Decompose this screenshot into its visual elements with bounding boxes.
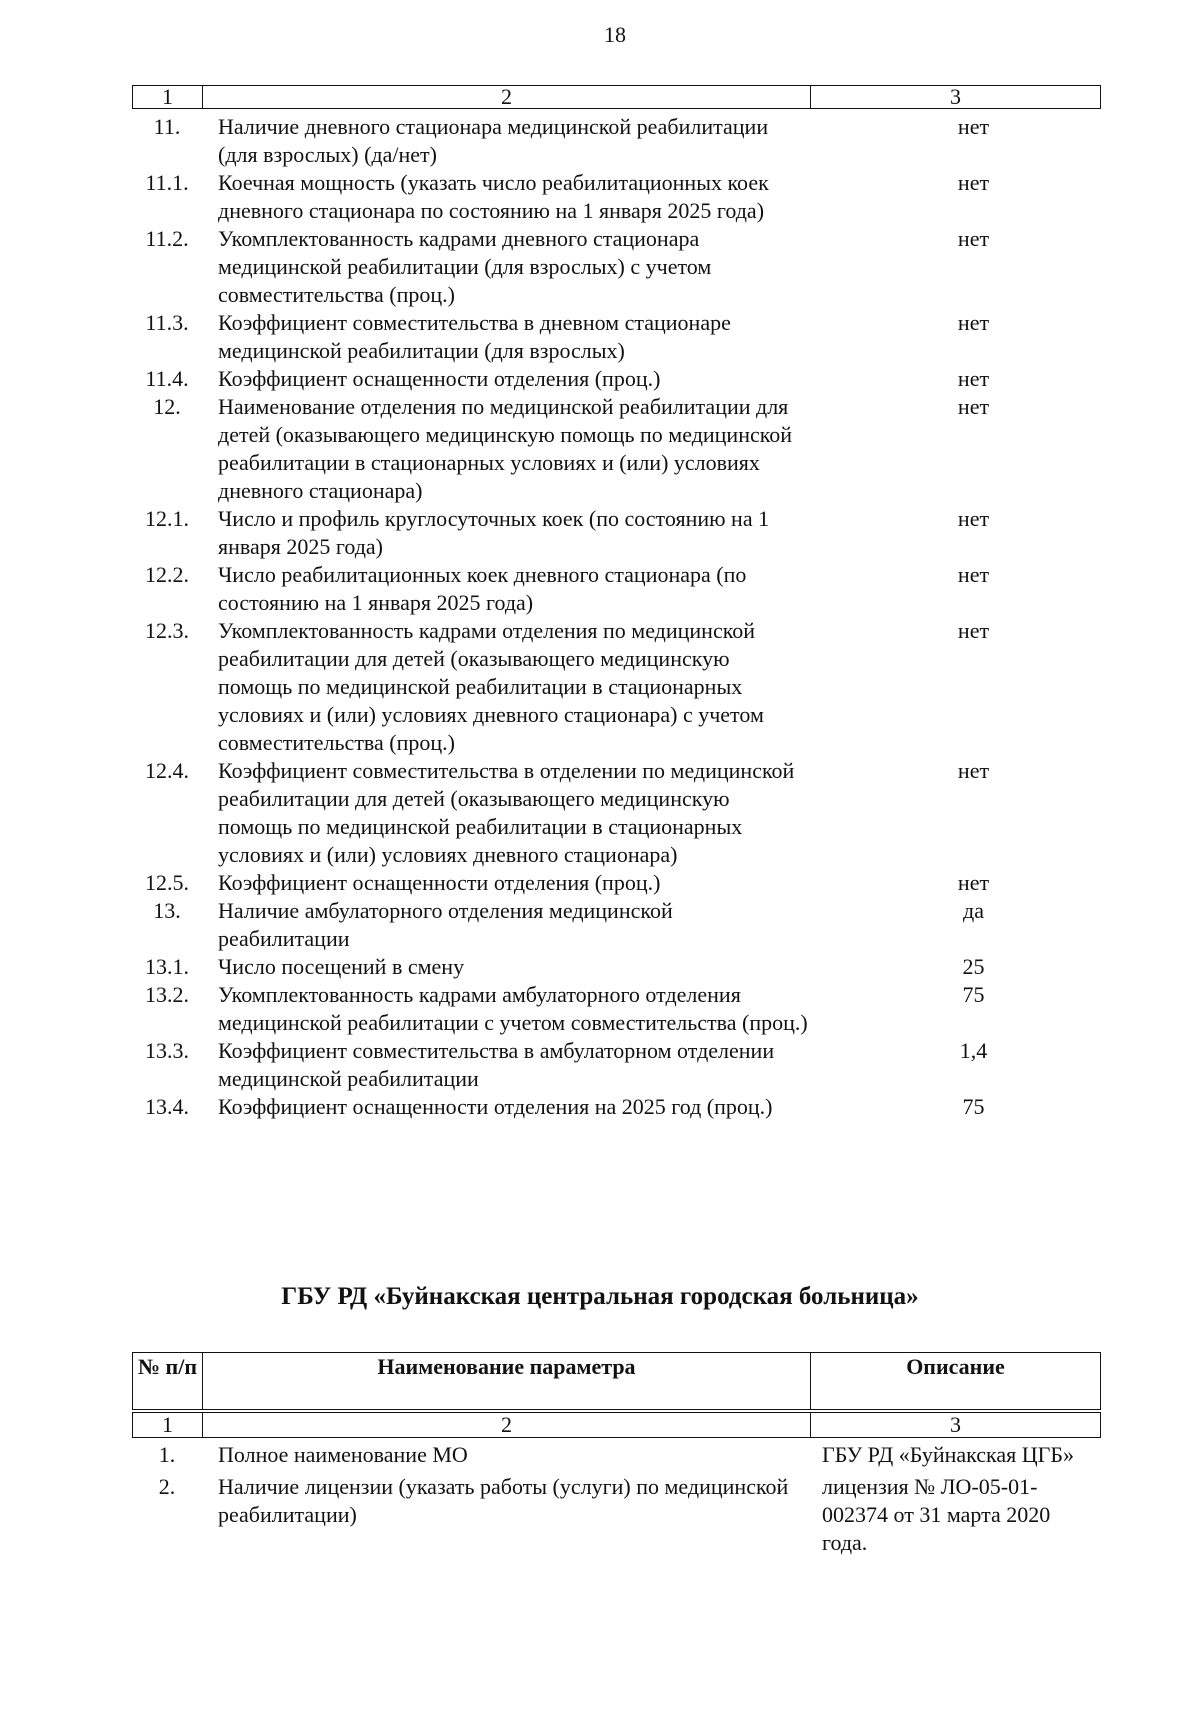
table-row xyxy=(132,1093,1101,1121)
parameters-table xyxy=(132,113,1101,1121)
parameter-value: нет xyxy=(957,870,990,895)
column-index-3: 3 xyxy=(811,86,1101,109)
table-row xyxy=(132,309,1101,365)
parameter-value: нет xyxy=(957,226,990,251)
parameter-value: нет xyxy=(957,562,990,587)
table-row xyxy=(132,505,1101,561)
parameter-value: 75 xyxy=(962,1094,985,1119)
row-number: 2. xyxy=(158,1474,176,1499)
parameter-value: нет xyxy=(957,394,990,419)
row-number: 13. xyxy=(153,898,181,923)
table2-column-headers xyxy=(132,1352,1101,1410)
table-row xyxy=(132,953,1101,981)
table-header-row xyxy=(132,85,1101,109)
row-number: 11. xyxy=(153,114,181,139)
table-row xyxy=(132,869,1101,897)
column-index-2: 2 xyxy=(203,86,811,109)
row-number: 12.4. xyxy=(145,758,189,783)
table-row xyxy=(132,757,1101,869)
section-title: ГБУ РД «Буйнакская центральная городская больница» xyxy=(281,1283,919,1310)
parameter-name: Число реабилитационных коек дневного стационара (по состоянию на 1 января 2025 года) xyxy=(218,562,747,615)
table-row xyxy=(132,393,1101,505)
parameter-name: Коэффициент совместительства в дневном стационаре медицинской реабилитации (для взрослых) xyxy=(218,310,731,363)
parameter-name: Коэффициент оснащенности отделения на 2025 год (проц.) xyxy=(218,1094,773,1119)
column-index-1: 1 xyxy=(133,1413,203,1438)
row-number: 11.3. xyxy=(145,310,189,335)
parameter-value: 25 xyxy=(962,954,985,979)
parameter-value: нет xyxy=(957,310,990,335)
parameter-name: Укомплектованность кадрами дневного стационара медицинской реабилитации (для взрослых) с учетом совместительства (проц.) xyxy=(218,226,712,307)
table2-index-row xyxy=(132,1412,1101,1438)
row-number: 12.3. xyxy=(145,618,189,643)
column-index-1: 1 xyxy=(133,86,203,109)
parameter-value: лицензия № ЛО-05-01-002374 от 31 марта 2020 года. xyxy=(822,1474,1051,1555)
parameter-name: Коэффициент совместительства в отделении по медицинской реабилитации для детей (оказывающего медицинскую помощь по медицинской реабилитации в стационарных условиях и (или) условиях дневного стационара) xyxy=(218,758,795,867)
parameter-value: 1,4 xyxy=(959,1038,988,1063)
table-row xyxy=(132,169,1101,225)
row-number: 12.2. xyxy=(145,562,189,587)
facility-table xyxy=(132,1441,1101,1557)
table-row xyxy=(132,561,1101,617)
row-number: 12.1. xyxy=(145,506,189,531)
parameter-name: Коэффициент оснащенности отделения (проц.) xyxy=(218,366,661,391)
parameter-value: нет xyxy=(957,758,990,783)
parameter-name: Наличие амбулаторного отделения медицинской реабилитации xyxy=(218,898,673,951)
row-number: 13.2. xyxy=(145,982,189,1007)
header-parameter-name: Наименование параметра xyxy=(203,1353,811,1410)
parameter-name: Коэффициент оснащенности отделения (проц.) xyxy=(218,870,661,895)
parameter-name: Укомплектованность кадрами амбулаторного отделения медицинской реабилитации с учетом совместительства (проц.) xyxy=(218,982,808,1035)
column-index-3: 3 xyxy=(811,1413,1101,1438)
row-number: 13.1. xyxy=(145,954,189,979)
table-row xyxy=(132,981,1101,1037)
parameter-name: Коэффициент совместительства в амбулаторном отделении медицинской реабилитации xyxy=(218,1038,775,1091)
column-index-2: 2 xyxy=(203,1413,811,1438)
table-row xyxy=(132,113,1101,169)
header-number: № п/п xyxy=(133,1353,203,1410)
page-number: 18 xyxy=(604,22,626,47)
parameter-value: нет xyxy=(957,618,990,643)
parameter-value: нет xyxy=(957,114,990,139)
parameter-name: Укомплектованность кадрами отделения по медицинской реабилитации для детей (оказывающего медицинскую помощь по медицинской реабилитации в стационарных условиях и (или) условиях дневного стационара) с учетом совместительства (проц.) xyxy=(218,618,764,755)
parameter-value: нет xyxy=(957,506,990,531)
row-number: 13.3. xyxy=(145,1038,189,1063)
table-row xyxy=(132,617,1101,757)
row-number: 11.1. xyxy=(145,170,189,195)
parameter-value: 75 xyxy=(962,982,985,1007)
parameter-name: Число посещений в смену xyxy=(218,954,465,979)
parameter-value: да xyxy=(963,898,984,923)
table-row xyxy=(132,1037,1101,1093)
header-description: Описание xyxy=(811,1353,1101,1410)
row-number: 11.4. xyxy=(145,366,189,391)
table-row xyxy=(132,225,1101,309)
table-row xyxy=(132,897,1101,953)
parameter-name: Полное наименование МО xyxy=(218,1442,468,1467)
parameter-name: Наименование отделения по медицинской реабилитации для детей (оказывающего медицинскую помощь по медицинской реабилитации в стационарных условиях и (или) условиях дневного стационара) xyxy=(218,394,793,503)
row-number: 11.2. xyxy=(145,226,189,251)
row-number: 12.5. xyxy=(145,870,189,895)
parameter-value: нет xyxy=(957,366,990,391)
row-number: 1. xyxy=(158,1442,176,1467)
parameter-name: Наличие лицензии (указать работы (услуги) по медицинской реабилитации) xyxy=(218,1474,789,1527)
table-row xyxy=(132,1441,1101,1469)
parameter-value: нет xyxy=(957,170,990,195)
table-row xyxy=(132,365,1101,393)
parameter-value: ГБУ РД «Буйнакская ЦГБ» xyxy=(822,1442,1075,1467)
table-row xyxy=(132,1469,1101,1557)
row-number: 12. xyxy=(153,394,181,419)
parameter-name: Коечная мощность (указать число реабилитационных коек дневного стационара по состоянию на 1 января 2025 года) xyxy=(218,170,769,223)
row-number: 13.4. xyxy=(145,1094,189,1119)
parameter-name: Наличие дневного стационара медицинской реабилитации (для взрослых) (да/нет) xyxy=(218,114,769,167)
parameter-name: Число и профиль круглосуточных коек (по состоянию на 1 января 2025 года) xyxy=(218,506,770,559)
